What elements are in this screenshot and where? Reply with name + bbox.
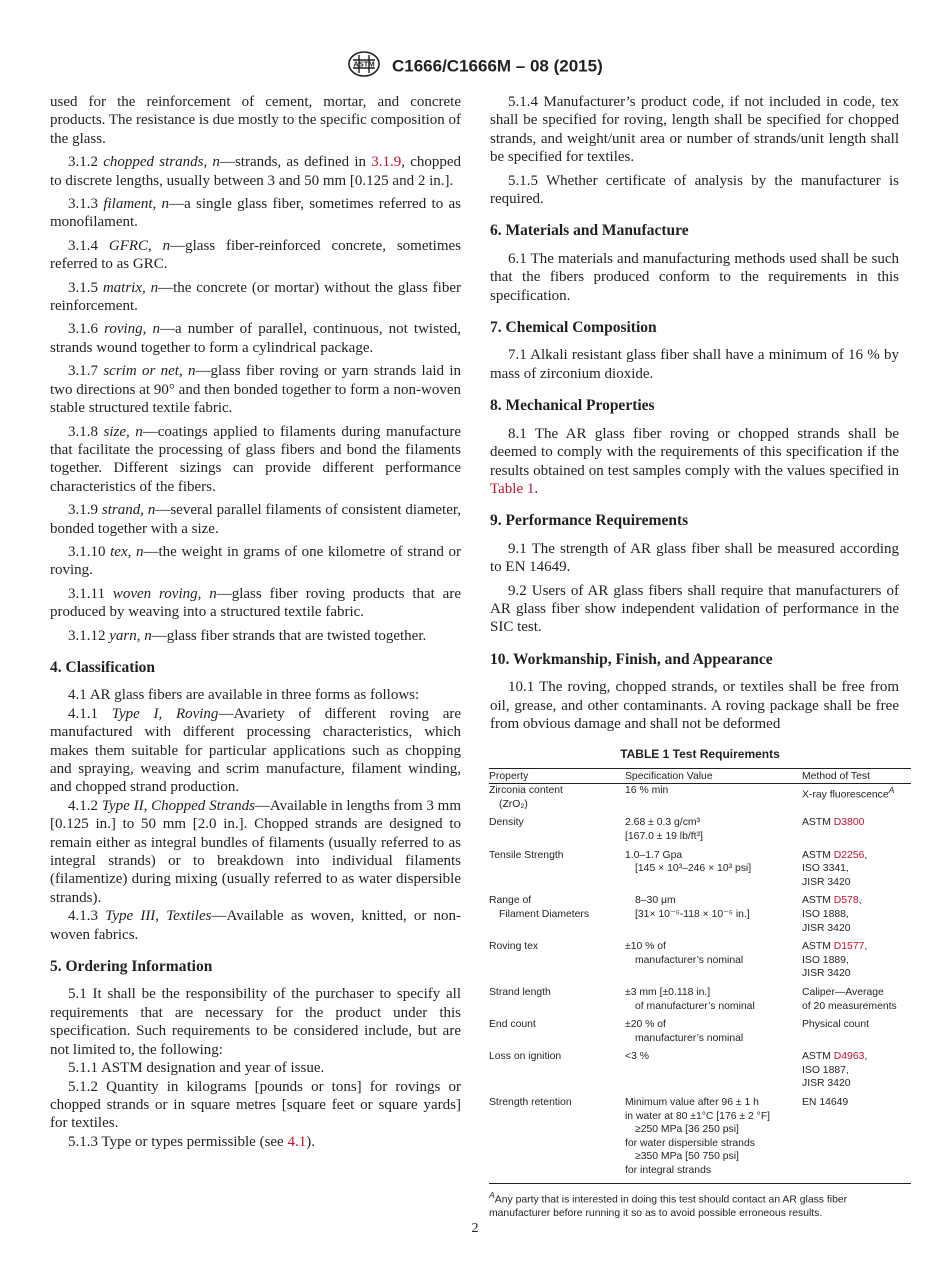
- method-line: [802, 1096, 911, 1110]
- section-heading: 10. Workmanship, Finish, and Appearance: [490, 650, 773, 668]
- paragraph: [50, 93, 461, 148]
- cell-property: [489, 816, 625, 848]
- section-number: 3.1.8: [68, 423, 98, 440]
- method-text: ASTM: [802, 941, 834, 953]
- method-text: Physical count: [802, 1019, 869, 1031]
- cell-property: [489, 894, 625, 940]
- paragraph: [50, 627, 461, 645]
- paragraph: [50, 501, 461, 538]
- paragraph-text: —a number of parallel, continuous, not twisted, strands wound together to form a cylindrical package.: [50, 321, 461, 356]
- section-number: 6.1: [508, 250, 527, 267]
- paragraph: [50, 1059, 461, 1077]
- standard-reference-link[interactable]: D2256: [833, 849, 865, 861]
- cell-specification: [625, 849, 802, 895]
- cell-specification: [625, 1096, 802, 1183]
- paragraph: [50, 237, 461, 274]
- column-header-specification: Specification Value: [625, 768, 802, 784]
- paragraph-text: —coatings applied to filaments during manufacture that facilitate the processing of glass fibers and bond the filaments together. Different sizings can provide different performance characteristics of the fibers.: [50, 423, 461, 495]
- method-text: ISO 3341,: [802, 863, 849, 875]
- paragraph-text: —the concrete (or mortar) without the glass fiber reinforcement.: [50, 279, 462, 315]
- method-line: [802, 849, 911, 863]
- defined-term: scrim or net, n: [103, 363, 196, 380]
- paragraph: [50, 279, 461, 316]
- section-number: 5.1.3: [68, 1133, 98, 1150]
- standard-reference-link[interactable]: D578: [833, 895, 859, 907]
- section-number: 3.1.7: [68, 363, 98, 380]
- section-heading: 5. Ordering Information: [50, 958, 213, 976]
- paragraph-text: Whether certificate of analysis by the manufacturer is required.: [490, 172, 900, 208]
- method-text: ISO 1889,: [802, 954, 849, 966]
- method-text: EN 14649: [802, 1097, 849, 1109]
- paragraph: [490, 93, 899, 167]
- paragraph: [490, 540, 899, 577]
- section-number: 5.1.1: [68, 1060, 98, 1077]
- paragraph-text: Type or types permissible (see: [101, 1133, 288, 1150]
- table-row: [489, 1050, 911, 1096]
- specification-line: 8–30 μm: [635, 895, 676, 907]
- method-line: [802, 862, 911, 876]
- paragraph-text: The strength of AR glass fiber shall be measured according to EN 14649.: [490, 540, 899, 576]
- property-line: Strength retention: [489, 1097, 572, 1109]
- section-number: 3.1.12: [68, 627, 106, 644]
- defined-term: Type II, Chopped Strands: [101, 797, 255, 814]
- defined-term: roving, n: [104, 321, 161, 338]
- method-text: ,: [864, 1051, 868, 1063]
- cell-specification: [625, 986, 802, 1018]
- defined-term: Type III, Textiles: [105, 908, 212, 925]
- paragraph: [50, 907, 461, 944]
- specification-line: manufacturer’s nominal: [635, 1032, 744, 1044]
- paragraph-text: ).: [306, 1133, 315, 1150]
- specification-line: ±20 % of: [625, 1019, 666, 1031]
- cell-method: [802, 940, 911, 986]
- section-number: 9.1: [508, 540, 527, 557]
- property-line: (ZrO₂): [499, 798, 528, 810]
- table-row: [489, 849, 911, 895]
- paragraph-text: —Avariety of different roving are manufactured with different processing characteristics, which makes them suitable for particular applications such as chopping and spraying, weaving and scrim manufacture, filament winding, and chopped strand production.: [50, 705, 462, 796]
- standard-reference-link[interactable]: D3800: [833, 817, 865, 829]
- specification-line: ≥350 MPa [50 750 psi]: [635, 1151, 739, 1163]
- section-heading: 6. Materials and Manufacture: [490, 222, 689, 240]
- paragraph: [50, 585, 461, 622]
- section-number: 10.1: [508, 679, 535, 696]
- table-row: [489, 986, 911, 1018]
- paragraph-text: The AR glass fiber roving or chopped strands shall be deemed to comply with the requirements of this specification if the results obtained on test samples comply with the values specified in: [490, 425, 899, 479]
- cell-method: [802, 986, 911, 1018]
- cell-specification: [625, 816, 802, 848]
- method-line: [802, 1077, 911, 1091]
- document-designation: C1666/C1666M – 08 (2015): [391, 56, 603, 76]
- footnote-mark: A: [888, 785, 895, 796]
- property-line: Density: [489, 817, 524, 829]
- paragraph-text: —strands, as defined in: [219, 154, 372, 171]
- method-line: [802, 876, 911, 890]
- method-line: [802, 922, 911, 936]
- specification-line: 16 % min: [625, 785, 669, 797]
- table-footnote: [489, 1189, 911, 1221]
- paragraph: [50, 686, 461, 704]
- paragraph: [50, 320, 461, 357]
- cross-reference-link[interactable]: 4.1: [287, 1133, 307, 1150]
- section-number: 3.1.5: [68, 279, 98, 296]
- method-text: ASTM: [802, 1051, 834, 1063]
- cell-method: [802, 1018, 911, 1050]
- method-text: ASTM: [802, 895, 834, 907]
- paragraph: [50, 985, 461, 1059]
- right-column: [490, 93, 899, 738]
- section-heading: 9. Performance Requirements: [490, 512, 689, 530]
- cell-method: [802, 1096, 911, 1183]
- paragraph-text: Manufacturer’s product code, if not included in code, tex shall be specified for roving, length shall be specified for chopped strands, and weight/unit area or number of strands/unit length shall be specified for textiles.: [490, 94, 900, 166]
- method-line: [802, 816, 911, 830]
- specification-line: for integral strands: [625, 1165, 712, 1177]
- page-header: [0, 50, 950, 83]
- paragraph-text: —a single glass fiber, sometimes referred to as monofilament.: [50, 196, 462, 231]
- standard-reference-link[interactable]: D1577: [833, 941, 865, 953]
- paragraph: [490, 678, 899, 733]
- section-number: 5.1.5: [508, 172, 538, 189]
- cell-method: [802, 816, 911, 848]
- astm-logo: [347, 50, 381, 83]
- paragraph-text: The materials and manufacturing methods used shall be such that the fibers produced conform to the requirements in this specification.: [490, 250, 900, 304]
- method-line: [802, 967, 911, 981]
- property-line: Tensile Strength: [489, 849, 564, 861]
- section-number: 3.1.6: [68, 321, 98, 338]
- defined-term: Type I, Roving: [111, 705, 219, 722]
- table-body: [489, 784, 911, 1183]
- defined-term: matrix, n: [102, 279, 159, 296]
- standard-reference-link[interactable]: D4963: [833, 1051, 865, 1063]
- section-heading: 4. Classification: [50, 658, 156, 676]
- method-text: ASTM: [802, 849, 834, 861]
- table-title: TABLE 1 Test Requirements: [620, 747, 780, 761]
- section-number: 5.1.2: [68, 1078, 98, 1095]
- paragraph: [50, 362, 461, 417]
- property-line: Loss on ignition: [489, 1051, 562, 1063]
- property-line: Zirconia content: [489, 785, 563, 797]
- defined-term: size, n: [103, 423, 143, 440]
- method-text: ,: [864, 941, 868, 953]
- paragraph: [490, 250, 899, 305]
- paragraph-text: It shall be the responsibility of the purchaser to specify all requirements that are necessary for the product under this specification. Such requirements to be considered include, but are not limited to, the following:: [50, 986, 461, 1058]
- paragraph: [50, 195, 461, 232]
- paragraph-text: —glass fiber roving or yarn strands laid in two directions at 90° and then bonded together to form a non-woven stable structured textile fabric.: [50, 363, 462, 417]
- paragraph-text: —Available in lengths from 3 mm [0.125 in.] to 50 mm [2.0 in.]. Chopped strands are designed to remain either as integral bundles of filaments (usually referred to as integral strands) or to breakdown into individual filaments (filamentize) during mixing (usually referred to as water dispersible strands).: [50, 797, 462, 906]
- cell-method: [802, 894, 911, 940]
- paragraph: [490, 346, 899, 383]
- specification-line: <3 %: [625, 1051, 649, 1063]
- specification-line: ≥250 MPa [36 250 psi]: [635, 1124, 739, 1136]
- defined-term: yarn, n: [109, 627, 152, 644]
- cell-property: [489, 1018, 625, 1050]
- section-number: 7.1: [508, 347, 527, 364]
- cell-property: [489, 1096, 625, 1183]
- method-text: ,: [858, 895, 862, 907]
- method-line: [802, 894, 911, 908]
- method-line: [802, 954, 911, 968]
- section-number: 4.1.1: [68, 705, 98, 722]
- paragraph-text: —several parallel filaments of consistent diameter, bonded together with a size.: [50, 502, 462, 537]
- paragraph-text: —glass fiber roving products that are produced by weaving into a structured textile fabric.: [50, 585, 461, 621]
- property-line: Filament Diameters: [499, 908, 590, 920]
- section-number: 3.1.3: [68, 196, 98, 213]
- method-line: [802, 940, 911, 954]
- section-number: 9.2: [508, 582, 527, 599]
- specification-line: 1.0–1.7 Gpa: [625, 849, 683, 861]
- cell-specification: [625, 784, 802, 817]
- section-number: 4.1.2: [68, 797, 98, 814]
- column-header-property: Property: [489, 768, 625, 784]
- method-text: JISR 3420: [802, 968, 851, 980]
- paragraph-text: —glass fiber-reinforced concrete, sometimes referred to as GRC.: [50, 237, 462, 273]
- footnote-text: Any party that is interested in doing this test should contact an AR glass fiber manufacturer before running it so as to avoid possible erroneous results.: [489, 1194, 848, 1219]
- method-line: [802, 784, 911, 802]
- paragraph: [50, 153, 461, 190]
- table-row: [489, 1018, 911, 1050]
- paragraph-text: —the weight in grams of one kilometre of strand or roving.: [50, 543, 461, 579]
- paragraph-text: ASTM designation and year of issue.: [100, 1060, 325, 1077]
- cell-specification: [625, 894, 802, 940]
- specification-line: [167.0 ± 19 lb/ft³]: [625, 830, 703, 842]
- section-number: 3.1.4: [68, 237, 98, 254]
- method-text: JISR 3420: [802, 876, 851, 888]
- section-number: 3.1.9: [68, 502, 98, 519]
- table-row: [489, 784, 911, 817]
- specification-line: [31× 10⁻⁵-118 × 10⁻⁵ in.]: [635, 908, 750, 920]
- method-text: of 20 measurements: [802, 1000, 897, 1012]
- cell-specification: [625, 1018, 802, 1050]
- defined-term: tex, n: [110, 543, 144, 560]
- paragraph: [50, 797, 461, 907]
- paragraph-text: —glass fiber strands that are twisted together.: [151, 627, 427, 644]
- cross-reference-link[interactable]: Table 1: [490, 480, 535, 497]
- table-1: [489, 748, 911, 1220]
- method-text: ASTM: [802, 817, 834, 829]
- section-number: 3.1.11: [68, 585, 105, 602]
- cell-property: [489, 784, 625, 817]
- logo-text: ASTM: [353, 59, 375, 69]
- method-text: ISO 1888,: [802, 908, 849, 920]
- left-column: [50, 93, 461, 1156]
- table-header-row: [489, 768, 911, 784]
- paragraph-text: The roving, chopped strands, or textiles shall be free from oil, grease, and other contaminants. A roving package shall be free from obvious damage and shall not be deformed: [490, 679, 899, 732]
- specification-line: in water at 80 ±1°C [176 ± 2 °F]: [625, 1110, 771, 1122]
- defined-term: chopped strands, n: [103, 154, 220, 171]
- paragraph-text: .: [534, 480, 539, 497]
- table-row: [489, 1096, 911, 1183]
- paragraph: [50, 705, 461, 797]
- specification-line: ±10 % of: [625, 941, 666, 953]
- specification-line: ±3 mm [±0.118 in.]: [625, 986, 711, 998]
- cell-property: [489, 849, 625, 895]
- section-number: 4.1: [68, 687, 87, 704]
- paragraph-text: Users of AR glass fibers shall require that manufacturers of AR glass fiber show independent validation of performance in the SIC test.: [490, 582, 899, 636]
- defined-term: strand, n: [101, 502, 156, 519]
- method-text: ,: [864, 849, 868, 861]
- paragraph-text: AR glass fibers are available in three forms as follows:: [89, 687, 420, 704]
- method-line: [802, 1050, 911, 1064]
- section-number: 3.1.2: [68, 154, 98, 171]
- section-heading: 7. Chemical Composition: [490, 319, 657, 337]
- method-text: Caliper—Average: [802, 986, 884, 998]
- method-text: JISR 3420: [802, 1078, 851, 1090]
- test-requirements-table: [489, 768, 911, 1184]
- column-header-method: Method of Test: [802, 768, 911, 784]
- property-line: Roving tex: [489, 941, 539, 953]
- section-heading: 8. Mechanical Properties: [490, 397, 655, 415]
- paragraph: [50, 1133, 461, 1151]
- cell-property: [489, 940, 625, 986]
- specification-line: manufacturer’s nominal: [635, 954, 744, 966]
- paragraph: [50, 543, 461, 580]
- method-line: [802, 986, 911, 1000]
- table-row: [489, 816, 911, 848]
- cross-reference-link[interactable]: 3.1.9: [371, 154, 402, 171]
- paragraph: [50, 423, 461, 497]
- cell-method: [802, 1050, 911, 1096]
- paragraph-text: , chopped to discrete lengths, usually between 3 and 50 mm [0.125 and 2 in.].: [50, 154, 462, 189]
- astm-logo-icon: [347, 50, 381, 78]
- section-number: 3.1.10: [68, 543, 106, 560]
- cell-specification: [625, 1050, 802, 1096]
- method-line: [802, 1018, 911, 1032]
- cell-property: [489, 986, 625, 1018]
- paragraph-text: Quantity in kilograms [pounds or tons] for rovings or chopped strands or in square metres [square feet or square yards] for textiles.: [50, 1078, 462, 1132]
- defined-term: filament, n: [103, 196, 170, 213]
- property-line: Range of: [489, 895, 532, 907]
- section-number: 5.1: [68, 986, 87, 1003]
- defined-term: woven roving, n: [112, 585, 217, 602]
- method-line: [802, 1064, 911, 1078]
- defined-term: GFRC, n: [108, 237, 171, 254]
- property-line: Strand length: [489, 986, 551, 998]
- paragraph: [490, 582, 899, 637]
- specification-line: Minimum value after 96 ± 1 h: [625, 1097, 759, 1109]
- table-row: [489, 940, 911, 986]
- method-line: [802, 1000, 911, 1014]
- section-number: 5.1.4: [508, 94, 538, 110]
- method-line: [802, 908, 911, 922]
- paragraph-text: —Available as woven, knitted, or non-woven fabrics.: [50, 908, 461, 943]
- cell-property: [489, 1050, 625, 1096]
- cell-specification: [625, 940, 802, 986]
- property-line: End count: [489, 1019, 536, 1031]
- method-text: ISO 1887,: [802, 1064, 849, 1076]
- table-row: [489, 894, 911, 940]
- specification-line: 2.68 ± 0.3 g/cm³: [625, 817, 701, 829]
- paragraph-text: used for the reinforcement of cement, mortar, and concrete products. The resistance is due mostly to the specific composition of the glass.: [50, 94, 461, 147]
- specification-line: of manufacturer’s nominal: [635, 1000, 755, 1012]
- paragraph-text: Alkali resistant glass fiber shall have a minimum of 16 % by mass of zirconium dioxide.: [490, 347, 899, 382]
- paragraph: [490, 425, 899, 499]
- method-text: JISR 3420: [802, 922, 851, 934]
- specification-line: for water dispersible strands: [625, 1137, 755, 1149]
- paragraph: [50, 1078, 461, 1133]
- cell-method: [802, 784, 911, 817]
- method-text: X-ray fluorescence: [802, 789, 889, 801]
- paragraph: [490, 172, 899, 209]
- section-number: 8.1: [508, 425, 527, 442]
- cell-method: [802, 849, 911, 895]
- page-number: 2: [471, 1221, 479, 1236]
- specification-line: [145 × 10³–246 × 10³ psi]: [635, 863, 752, 875]
- section-number: 4.1.3: [68, 908, 98, 925]
- footnote-mark: A: [489, 1189, 495, 1200]
